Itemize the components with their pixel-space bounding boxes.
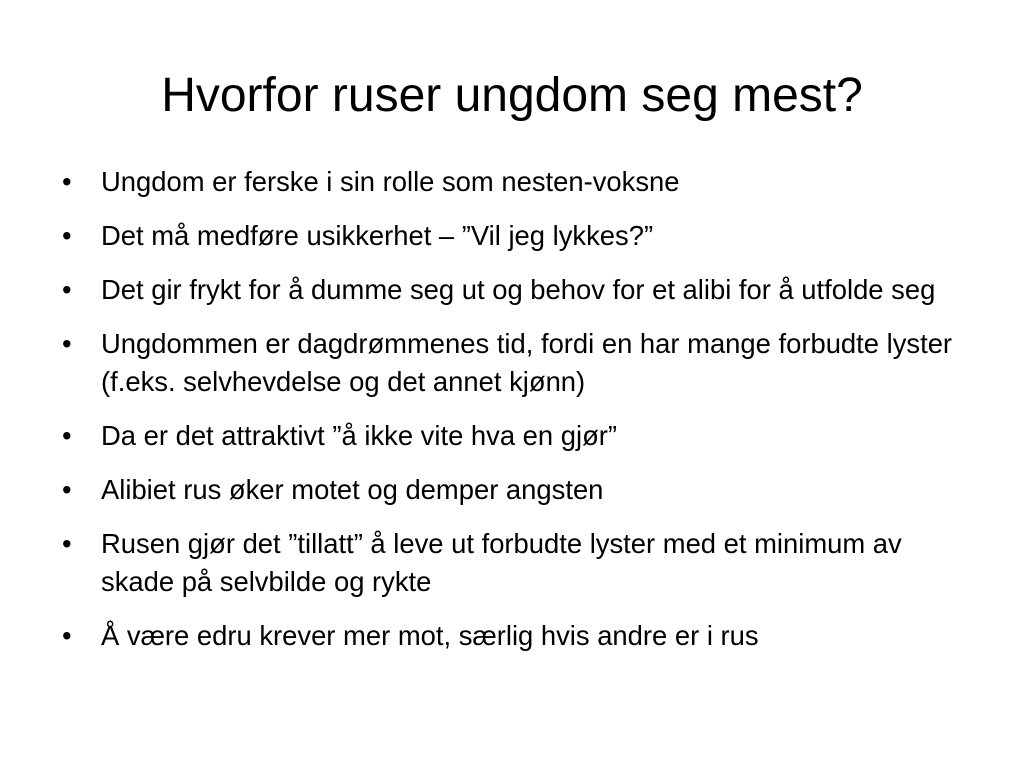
bullet-icon: • (62, 528, 72, 559)
bullet-text: Da er det attraktivt ”å ikke vite hva en gjør” (101, 420, 618, 451)
bullet-text: Ungdom er ferske i sin rolle som nesten-voksne (101, 166, 680, 197)
bullet-text: Det må medføre usikkerhet – ”Vil jeg lykkes?” (101, 220, 654, 251)
bullet-icon: • (62, 166, 72, 197)
bullet-item (62, 417, 962, 455)
bullet-icon: • (62, 620, 72, 651)
bullet-icon: • (62, 274, 72, 305)
bullet-item (62, 471, 962, 509)
bullet-text: Det gir frykt for å dumme seg ut og behov for et alibi for å utfolde seg (101, 274, 936, 305)
bullet-text: Rusen gjør det ”tillatt” å leve ut forbudte lyster med et minimum av skade på selvbilde og rykte (101, 528, 902, 597)
bullet-icon: • (62, 474, 72, 505)
bullet-icon: • (62, 220, 72, 251)
bullet-item (62, 163, 962, 201)
bullet-text: Å være edru krever mer mot, særlig hvis andre er i rus (101, 620, 759, 651)
slide-title: Hvorfor ruser ungdom seg mest? (161, 69, 863, 122)
bullet-text: Alibiet rus øker motet og demper angsten (101, 474, 604, 505)
bullet-item (62, 525, 962, 601)
bullet-item (62, 217, 962, 255)
bullet-list (62, 163, 962, 671)
bullet-item (62, 271, 962, 309)
bullet-item (62, 325, 962, 401)
bullet-text: Ungdommen er dagdrømmenes tid, fordi en har mange forbudte lyster (f.eks. selvhevdelse og det annet kjønn) (101, 328, 953, 397)
bullet-icon: • (62, 420, 72, 451)
bullet-icon: • (62, 328, 72, 359)
bullet-item (62, 617, 962, 655)
